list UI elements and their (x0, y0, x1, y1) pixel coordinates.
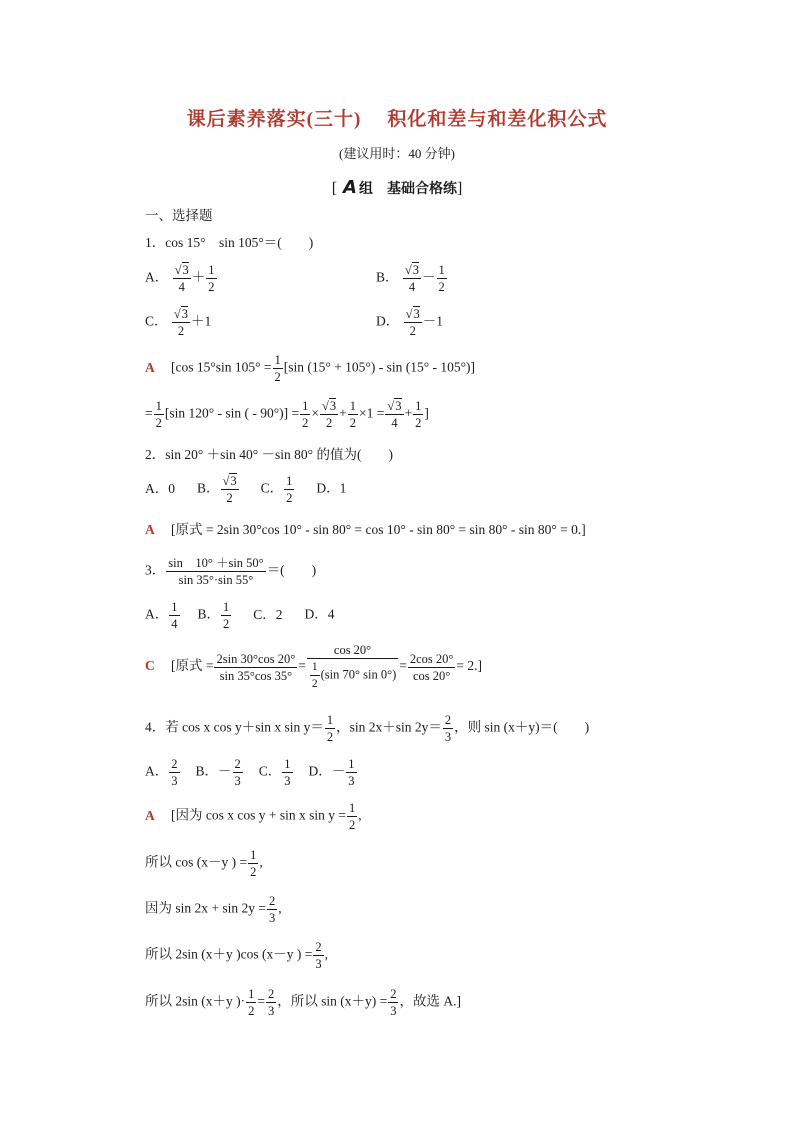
q2-solution: A [原式 = 2sin 30°cos 10° - sin 80° = cos 10° - sin 80° = sin 80° - sin 80° = 0.] (145, 522, 586, 537)
title-left: 课后素养落实(三十) (186, 109, 362, 130)
q1-option-c: C． $\frac{√3}{2}$ ＋1 (145, 307, 212, 338)
page-title (0, 104, 794, 131)
q1-solution-line1: A [cos 15°sin 105° = $\frac{1}{2}$ [sin (15° + 105°) - sin (15° - 105°)] (145, 353, 475, 384)
q2-options: A．0 B． $\frac{√3}{2}$ C． $\frac{1}{2}$ D．1 (145, 474, 347, 505)
q4-solution-line1: A [因为 cos x cos y + sin x sin y = $\frac{1}{2}$ , (145, 801, 362, 832)
q4-solution-line3: 因为 sin 2x + sin 2y = $\frac{2}{3}$ , (145, 894, 282, 925)
q3-options: A． $\frac{1}{4}$ B． $\frac{1}{2}$ C．2 D．4 (145, 600, 335, 631)
q4-solution-line4: 所以 2sin (x＋y )cos (x－y ) = $\frac{2}{3}$ , (145, 940, 328, 971)
q1-option-b: B． $\frac{√3}{4}$ － $\frac{1}{2}$ (376, 263, 445, 294)
q1-stem: 1．cos 15° sin 105°＝( ) (145, 235, 314, 250)
section-heading: [ A 组 基础合格练] (331, 177, 463, 198)
q1-options-ab: A． $\frac{√3}{4}$ ＋ $\frac{1}{2}$ (145, 263, 215, 294)
q2-answer: A (145, 522, 155, 537)
q4-solution-line2: 所以 cos (x－y ) = $\frac{1}{2}$ , (145, 848, 263, 879)
title-right: 积化和差与和差化积公式 (387, 109, 608, 130)
q4-solution-line5: 所以 2sin (x＋y )· $\frac{1}{2}$ = $\frac{2}{3}$ ，所以 sin (x＋y) = $\frac{2}{3}$ ，故选 A.] (145, 987, 461, 1018)
q3-solution: C [原式 = $\frac{2\sin 30^\circ\cos 20^\circ}{\sin 35^\circ\cos 35^\circ}$ = cos 20° $\frac{1}{2}$ (sin 70° sin 0°) = $\frac{2\cos 20^\circ}{\cos 20^\circ}$ = 2.] (145, 643, 483, 690)
q4-options: A． $\frac{2}{3}$ B．－ $\frac{2}{3}$ C． $\frac{1}{3}$ D．－ $\frac{1}{3}$ (145, 757, 355, 788)
q2-stem: 2．sin 20° ＋sin 40° －sin 80° 的值为( ) (145, 447, 393, 462)
section-group-letter: A (343, 177, 357, 198)
q4-stem: 4．若 cos x cos y＋sin x sin y＝ $\frac{1}{2}$ ，sin 2x＋sin 2y＝ $\frac{2}{3}$ ，则 sin (x＋y)＝( ) (145, 713, 590, 744)
q3-stem: 3． $\frac{\sin 10^\circ +\sin 50^\circ}{\sin 35^\circ\cdot\sin 55^\circ}$ ＝( ) (145, 556, 317, 587)
q1-option-d: D． $\frac{√3}{2}$ －1 (376, 307, 443, 338)
q1-solution-line2: = $\frac{1}{2}$ [sin 120° - sin ( - 90°)] = $\frac{1}{2}$ × $\frac{√3}{2}$ + $\frac{1}{2}$ ×1 = $\frac{√3}{4}$ + $\frac{1}{2}$ ] (145, 399, 429, 430)
q1-answer: A (145, 359, 155, 375)
q4-answer: A (145, 807, 155, 823)
suggested-time: (建议用时：40 分钟) (339, 146, 455, 161)
section-label: 组 基础合格练 (358, 182, 457, 197)
part-heading: 一、选择题 (145, 208, 213, 223)
q3-answer: C (145, 658, 155, 674)
